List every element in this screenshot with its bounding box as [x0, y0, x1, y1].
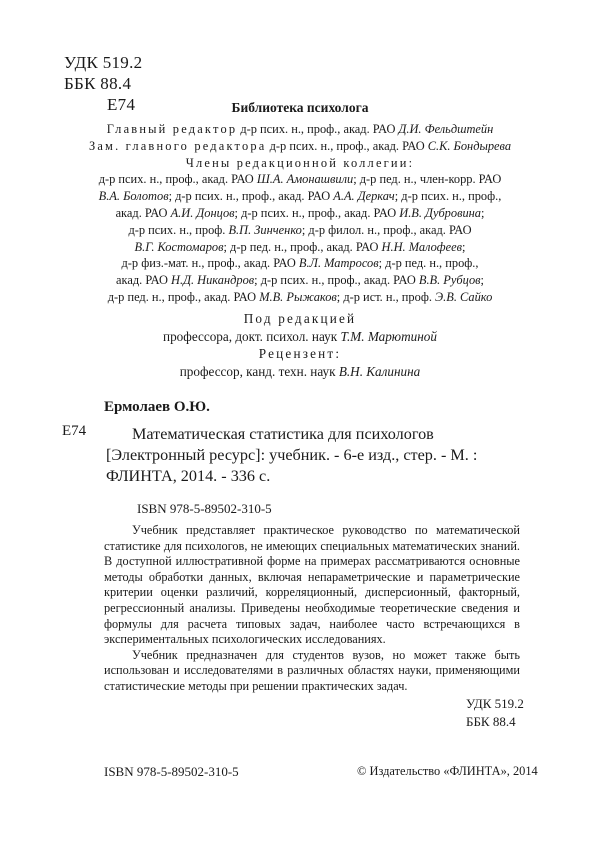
- reviewer-line: профессор, канд. техн. наук В.Н. Калинина: [179, 363, 421, 379]
- copyright: © Издательство «ФЛИНТА», 2014: [357, 764, 538, 778]
- board-members-label: Члены редакционной коллегии:: [185, 155, 415, 170]
- editorial-board: [40, 121, 560, 306]
- board-line-6: д-р физ.-мат. н., проф., акад. РАО В.Л. Матросов; д-р пед. н., проф.,: [121, 256, 479, 271]
- editor-label: Под редакцией: [243, 311, 357, 326]
- abstract: [104, 523, 520, 695]
- board-line-2: В.А. Болотов; д-р псих. н., проф., акад. РАО А.А. Деркач; д-р псих. н., проф.,: [98, 189, 502, 204]
- author-mark-side: Е74: [62, 423, 87, 439]
- udk-code: УДК 519.2: [64, 53, 143, 72]
- board-line-3: акад. РАО А.И. Донцов; д-р псих. н., проф., акад. РАО И.В. Дубровина;: [115, 205, 485, 220]
- board-line-1: д-р псих. н., проф., акад. РАО Ш.А. Амонашвили; д-р пед. н., член-корр. РАО: [98, 172, 502, 187]
- author-mark: Е74: [107, 95, 136, 114]
- reviewer-label: Рецензент:: [258, 346, 342, 361]
- series-title: Библиотека психолога: [231, 100, 369, 115]
- title-line: [Электронный ресурс]: учебник. - 6-е изд., стер. - М. :: [106, 446, 478, 464]
- book-title: [106, 424, 477, 487]
- abstract-paragraph: Учебник предназначен для студентов вузов, но может также быть использован и исследователями в различных областях науки, применяющими статистические методы при решении практических задач.: [104, 647, 520, 693]
- board-line-5: В.Г. Костомаров; д-р пед. н., проф., акад. РАО Н.Н. Малофеев;: [134, 239, 466, 254]
- editor-line: профессора, докт. психол. наук Т.М. Марютиной: [163, 328, 437, 344]
- deputy-editor-line: Зам. главного редактора д-р псих. н., проф., акад. РАО С.К. Бондырева: [88, 138, 512, 153]
- isbn: ISBN 978-5-89502-310-5: [137, 501, 272, 516]
- board-line-4: д-р псих. н., проф. В.П. Зинченко; д-р филол. н., проф., акад. РАО: [128, 222, 472, 237]
- bbk-code-bottom: ББК 88.4: [466, 714, 516, 729]
- board-line-8: д-р пед. н., проф., акад. РАО М.В. Рыжаков; д-р ист. н., проф. Э.В. Сайко: [107, 289, 493, 304]
- bbk-code: ББК 88.4: [64, 74, 132, 93]
- title-line: Математическая статистика для психологов: [132, 425, 434, 443]
- editor-reviewer-block: [40, 310, 560, 380]
- chief-editor-line: Главный редактор д-р псих. н., проф., акад. РАО Д.И. Фельдштейн: [106, 122, 494, 136]
- abstract-paragraph: Учебник представляет практическое руководство по математической статистике для психологов, не имеющих специальных математических знаний. В доступной иллюстративной форме на примерах рассматриваются основные методы обработки данных, включая непараметрические и параметрические критерии оценки различий, корреляционный, дисперсионный, факторный, регрессионный анализы. Приведены необходимые теоретические сведения и формулы для расчета типовых задач, наиболее часто встречающихся в экспериментальных психологических исследованиях.: [104, 523, 520, 647]
- udk-code-bottom: УДК 519.2: [466, 696, 524, 711]
- isbn-bottom: ISBN 978-5-89502-310-5: [104, 764, 239, 779]
- title-line: ФЛИНТА, 2014. - 336 с.: [106, 467, 271, 485]
- board-line-7: акад. РАО Н.Д. Никандров; д-р псих. н., проф., акад. РАО В.В. Рубцов;: [116, 273, 484, 288]
- classification-block-bottom: [466, 695, 524, 731]
- author-name: Ермолаев О.Ю.: [104, 399, 210, 415]
